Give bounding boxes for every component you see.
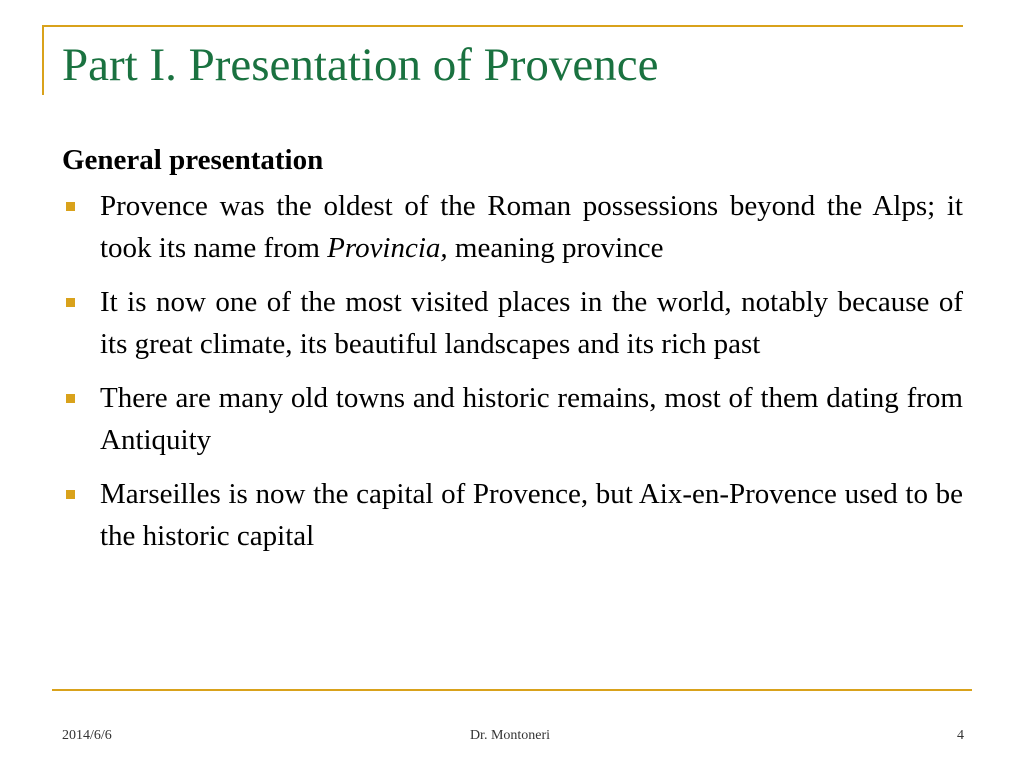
frame-left-rule <box>42 25 44 95</box>
bullet-text: It is now one of the most visited places in the world, notably because of its great climate, its beautiful landscapes and its rich past <box>100 285 963 360</box>
bullet-text-after: meaning province <box>447 231 664 264</box>
slide-content <box>62 140 963 569</box>
footer-date: 2014/6/6 <box>62 728 112 743</box>
slide-subtitle: General presentation <box>62 144 324 176</box>
footer-author: Dr. Montoneri <box>469 728 551 743</box>
bullet-emphasis: Provincia, <box>327 231 448 264</box>
footer-rule <box>52 689 972 691</box>
square-bullet-icon <box>66 394 75 403</box>
bullet-text: Provence was the oldest of the Roman possessions beyond the Alps; it took its name from <box>100 189 963 264</box>
bullet-list <box>62 185 963 557</box>
bullet-item <box>62 377 963 461</box>
slide-title: Part I. Presentation of Provence <box>62 39 659 91</box>
square-bullet-icon <box>66 298 75 307</box>
frame-top-rule <box>42 25 963 27</box>
bullet-text: There are many old towns and historic remains, most of them dating from Antiquity <box>100 381 963 456</box>
bullet-item <box>62 473 963 557</box>
bullet-item <box>62 281 963 365</box>
bullet-text: Marseilles is now the capital of Provence, but Aix-en-Provence used to be the historic capital <box>100 477 963 552</box>
square-bullet-icon <box>66 202 75 211</box>
square-bullet-icon <box>66 490 75 499</box>
bullet-item <box>62 185 963 269</box>
page-number: 4 <box>957 728 964 743</box>
